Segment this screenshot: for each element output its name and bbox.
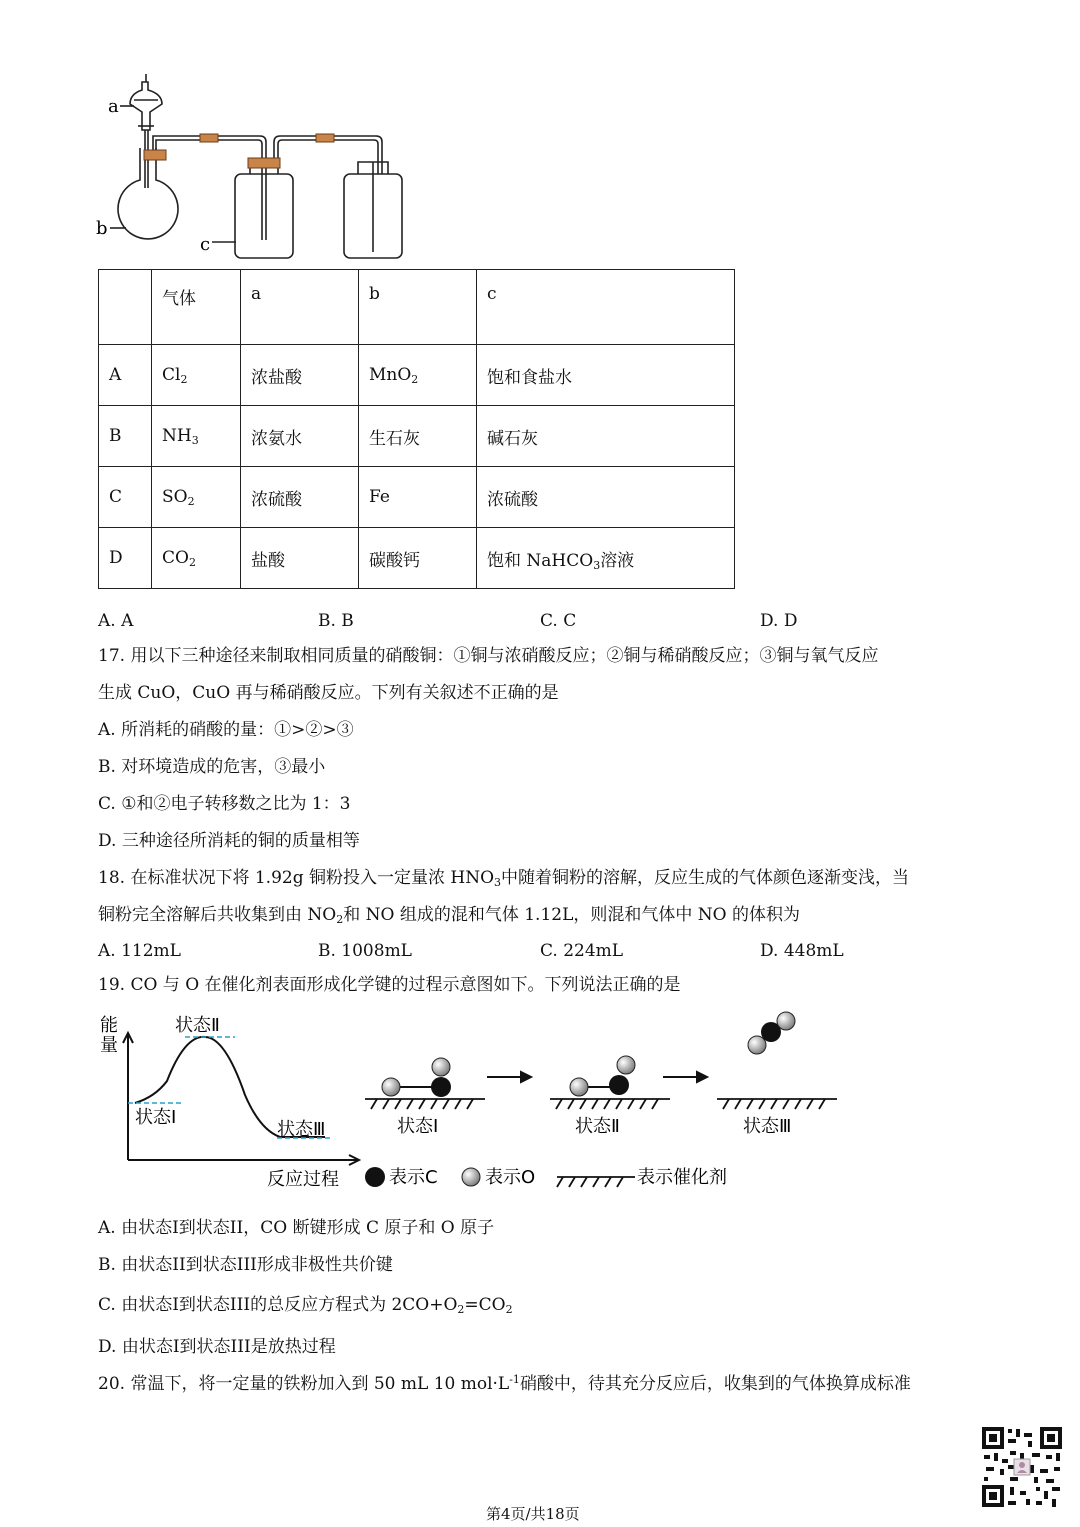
- q18-stem-line1: 18. 在标准状况下将 1.92g 铜粉投入一定量浓 $HNO_3$中随着铜粉的溶解，反应生成的气体颜色逐渐变浅，当: [98, 868, 910, 889]
- row-gas: $NH_3$: [152, 406, 241, 467]
- state1-caption: 状态Ⅰ: [397, 1116, 439, 1137]
- row-c: 饱和 NaHCO$_3$溶液: [477, 528, 735, 589]
- q18-option-c: C. 224mL: [540, 941, 624, 961]
- q18-option-d: D. 448mL: [760, 941, 844, 961]
- oxygen-atom-icon: [462, 1168, 480, 1186]
- row-option: D: [99, 528, 152, 589]
- q17-stem-line2: 生成 CuO，CuO 再与稀硝酸反应。下列有关叙述不正确的是: [98, 683, 559, 703]
- q19-option-b: B. 由状态II到状态III形成非极性共价键: [98, 1255, 393, 1275]
- row-b: 碳酸钙: [359, 528, 477, 589]
- row-gas: $Cl_2$: [152, 345, 241, 406]
- label-a: a: [108, 96, 119, 117]
- row-a: 浓盐酸: [241, 345, 359, 406]
- q17-option-a: A. 所消耗的硝酸的量：①>②>③: [98, 720, 354, 740]
- row-a: 盐酸: [241, 528, 359, 589]
- state2-label: 状态Ⅱ: [175, 1015, 220, 1036]
- table-row: [99, 345, 735, 406]
- q17-option-b: B. 对环境造成的危害，③最小: [98, 757, 326, 777]
- row-b: MnO$_2$: [359, 345, 477, 406]
- page-footer: 第4页/共18页: [486, 1505, 580, 1523]
- catalyst-icon: [557, 1177, 635, 1187]
- q19-option-d: D. 由状态I到状态III是放热过程: [98, 1337, 336, 1357]
- row-c: 饱和食盐水: [477, 345, 735, 406]
- row-gas: $CO_2$: [152, 528, 241, 589]
- row-a: 浓硫酸: [241, 467, 359, 528]
- qr-code-icon: [980, 1425, 1064, 1509]
- x-axis-label: 反应过程: [267, 1169, 339, 1190]
- table-row: [99, 467, 735, 528]
- header-cell: [99, 270, 152, 345]
- q19-stem: 19. CO 与 O 在催化剂表面形成化学键的过程示意图如下。下列说法正确的是: [98, 975, 681, 995]
- q19-option-c: C. 由状态I到状态III的总反应方程式为 $2CO+O_2=CO_2$: [98, 1295, 513, 1316]
- legend-c: 表示C: [389, 1167, 438, 1188]
- y-axis-label-1: 能: [100, 1015, 118, 1036]
- row-option: A: [99, 345, 152, 406]
- q16-option-a: A. A: [98, 611, 134, 631]
- q16-option-c: C. C: [540, 611, 577, 631]
- q17-stem-line1: 17. 用以下三种途径来制取相同质量的硝酸铜：①铜与浓硝酸反应；②铜与稀硝酸反应；③铜与氧气反应: [98, 646, 879, 666]
- reaction-diagram: [95, 1005, 855, 1195]
- row-c: 碱石灰: [477, 406, 735, 467]
- carbon-atom-icon: [365, 1167, 385, 1187]
- table-row: [99, 528, 735, 589]
- q17-option-c: C. ①和②电子转移数之比为 1：3: [98, 794, 351, 814]
- legend-o: 表示O: [485, 1167, 536, 1188]
- q18-option-a: A. 112mL: [98, 941, 181, 961]
- row-c: 浓硫酸: [477, 467, 735, 528]
- label-b: b: [96, 218, 108, 239]
- header-cell: a: [241, 270, 359, 345]
- row-b: Fe: [359, 467, 477, 528]
- row-b: 生石灰: [359, 406, 477, 467]
- q18-option-b: B. 1008mL: [318, 941, 412, 961]
- header-cell: c: [477, 270, 735, 345]
- table-row: [99, 406, 735, 467]
- table-header-row: [99, 270, 735, 345]
- state3-label: 状态Ⅲ: [277, 1119, 326, 1140]
- y-axis-label-2: 量: [100, 1035, 118, 1056]
- state1-label: 状态Ⅰ: [135, 1107, 177, 1128]
- header-cell: 气体: [152, 270, 241, 345]
- state2-caption: 状态Ⅱ: [575, 1116, 620, 1137]
- q19-option-a: A. 由状态I到状态II，CO 断键形成 C 原子和 O 原子: [98, 1218, 495, 1238]
- header-cell: b: [359, 270, 477, 345]
- q20-stem: 20. 常温下，将一定量的铁粉加入到 50 mL 10 $mol\cdot L^{-1}$硝酸中，待其充分反应后，收集到的气体换算成标准: [98, 1373, 911, 1394]
- gas-table: [98, 269, 735, 589]
- label-c: c: [200, 234, 211, 255]
- q18-stem-line2: 铜粉完全溶解后共收集到由 $NO_2$和 NO 组成的混和气体 1.12L，则混和气体中 NO 的体积为: [98, 905, 801, 926]
- q17-option-d: D. 三种途径所消耗的铜的质量相等: [98, 831, 360, 851]
- legend-catalyst: 表示催化剂: [637, 1167, 727, 1188]
- row-a: 浓氨水: [241, 406, 359, 467]
- apparatus-diagram: [90, 70, 430, 260]
- row-option: B: [99, 406, 152, 467]
- row-gas: $SO_2$: [152, 467, 241, 528]
- state3-caption: 状态Ⅲ: [743, 1116, 792, 1137]
- row-option: C: [99, 467, 152, 528]
- q16-option-d: D. D: [760, 611, 798, 631]
- q16-option-b: B. B: [318, 611, 354, 631]
